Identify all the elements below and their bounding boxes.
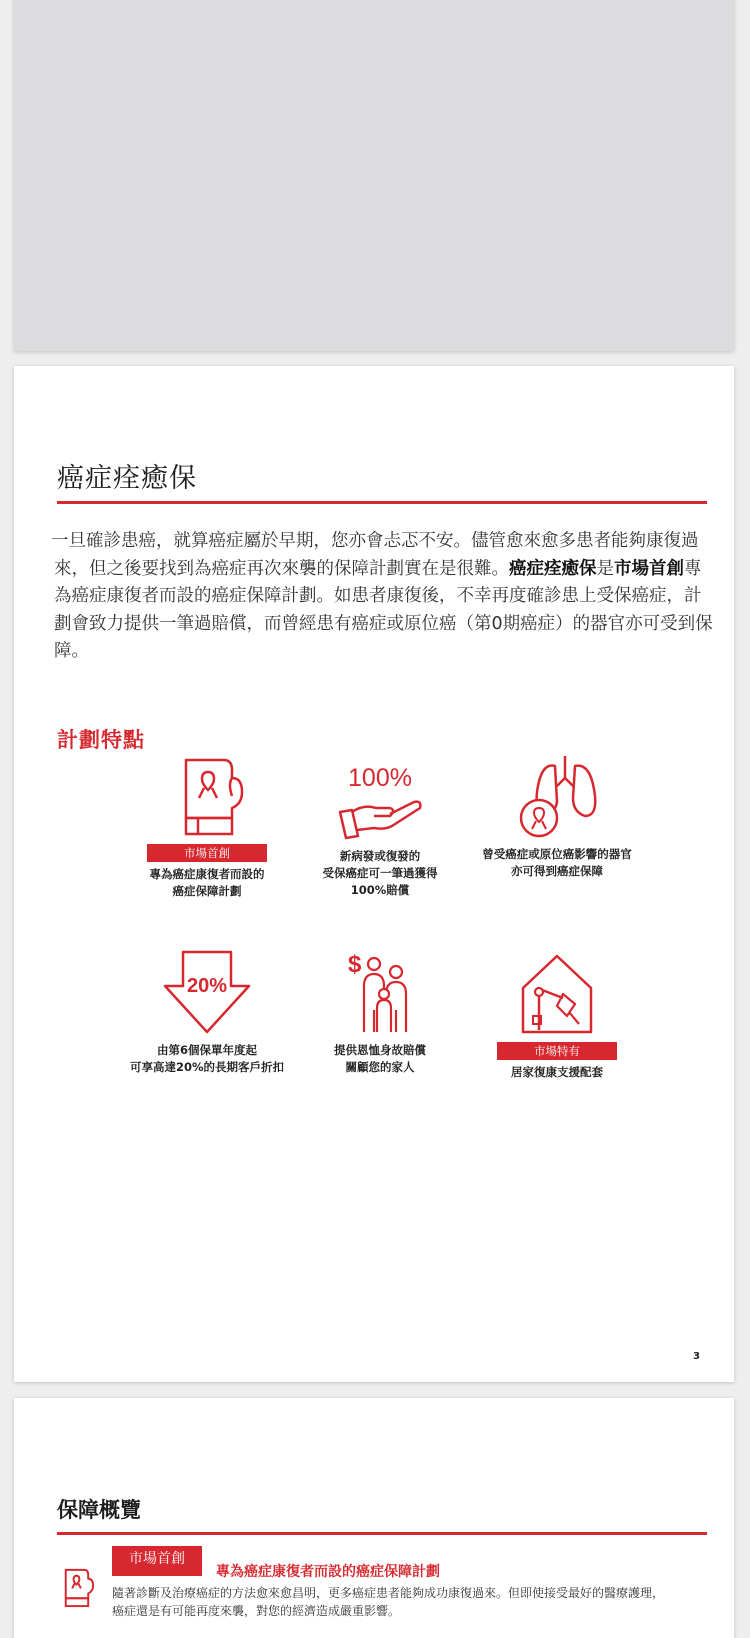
section-title: 保障概覽 xyxy=(57,1498,141,1522)
lungs-ribbon-icon xyxy=(507,752,607,844)
intro-text-2: 是 xyxy=(596,558,614,579)
market-first-text: 市場首創 xyxy=(614,558,684,579)
page-3 xyxy=(14,366,734,1382)
intro-paragraph xyxy=(51,528,714,666)
previous-page-blank xyxy=(14,0,734,351)
feature-item xyxy=(285,760,475,899)
overview-text: 隨著診斷及治療癌症的方法愈來愈昌明，更多癌症患者能夠成功康復過來。但即使接受最好的醫療護理，癌症還是有可能再度來襲，對您的經濟造成嚴重影響。 xyxy=(112,1586,665,1618)
section-divider xyxy=(57,1532,707,1535)
feature-caption xyxy=(462,1064,652,1081)
feature-item xyxy=(462,950,652,1081)
caption-line: 提供恩恤身故賠償 xyxy=(334,1043,426,1057)
caption-line: 曾受癌症或原位癌影響的器官 xyxy=(482,847,632,861)
caption-line: 專為癌症康復者而設的 xyxy=(149,867,265,881)
caption-line: 100%賠償 xyxy=(350,883,410,897)
boxing-glove-ribbon-icon xyxy=(54,1564,98,1612)
features-heading: 計劃特點 xyxy=(57,728,145,752)
market-first-badge: 市場首創 xyxy=(147,844,267,862)
twenty-percent-label: 20% xyxy=(186,975,228,997)
caption-line: 癌症保障計劃 xyxy=(172,884,242,898)
caption-line: 受保癌症可一筆過獲得 xyxy=(322,866,438,880)
family-dollar-icon xyxy=(340,950,420,1036)
market-first-badge: 市場首創 xyxy=(112,1546,202,1576)
feature-item xyxy=(112,950,302,1076)
feature-item xyxy=(112,752,302,900)
caption-line: 居家復康支援配套 xyxy=(511,1065,603,1079)
caption-line: 亦可得到癌症保障 xyxy=(511,864,603,878)
feature-caption xyxy=(285,1042,475,1076)
feature-item xyxy=(285,950,475,1076)
down-arrow-20-percent-icon xyxy=(161,950,253,1036)
intro-text-3: 專為癌症康復者而設的癌症保障計劃。如患者康復後，不幸再度確診患上受保癌症，計劃會致力提供一筆過賠償，而曾經患有癌症或原位癌（第0期癌症）的器官亦可受到保障。 xyxy=(54,558,713,661)
overview-heading: 專為癌症康復者而設的癌症保障計劃 xyxy=(216,1564,440,1580)
feature-caption xyxy=(112,1042,302,1076)
dollar-sign-icon: $ xyxy=(348,951,362,978)
home-care-icon xyxy=(517,950,597,1036)
feature-caption xyxy=(112,866,302,900)
boxing-glove-ribbon-icon xyxy=(162,752,252,842)
feature-caption xyxy=(285,848,475,899)
page-title: 癌症痊癒保 xyxy=(57,463,197,494)
intro-text-1: 一旦確診患癌，就算癌症屬於早期，您亦會忐忑不安。儘管愈來愈多患者能夠康復過來，但之後要找到為癌症再次來襲的保障計劃實在是很難。 xyxy=(51,531,699,579)
caption-line: 關顧您的家人 xyxy=(345,1060,415,1074)
title-divider xyxy=(57,501,707,504)
caption-line: 由第6個保單年度起 xyxy=(156,1043,257,1057)
caption-line: 新病發或復發的 xyxy=(339,849,421,863)
product-name: 癌症痊癒保 xyxy=(509,558,597,579)
hand-100-percent-icon xyxy=(330,760,430,848)
caption-line: 可享高達20%的長期客戶折扣 xyxy=(129,1060,285,1074)
market-unique-badge: 市場特有 xyxy=(497,1042,617,1060)
page-number: 3 xyxy=(693,1351,700,1362)
hundred-percent-label: 100% xyxy=(348,764,412,792)
feature-item xyxy=(462,752,652,880)
feature-caption xyxy=(462,846,652,880)
page-4 xyxy=(14,1398,734,1638)
